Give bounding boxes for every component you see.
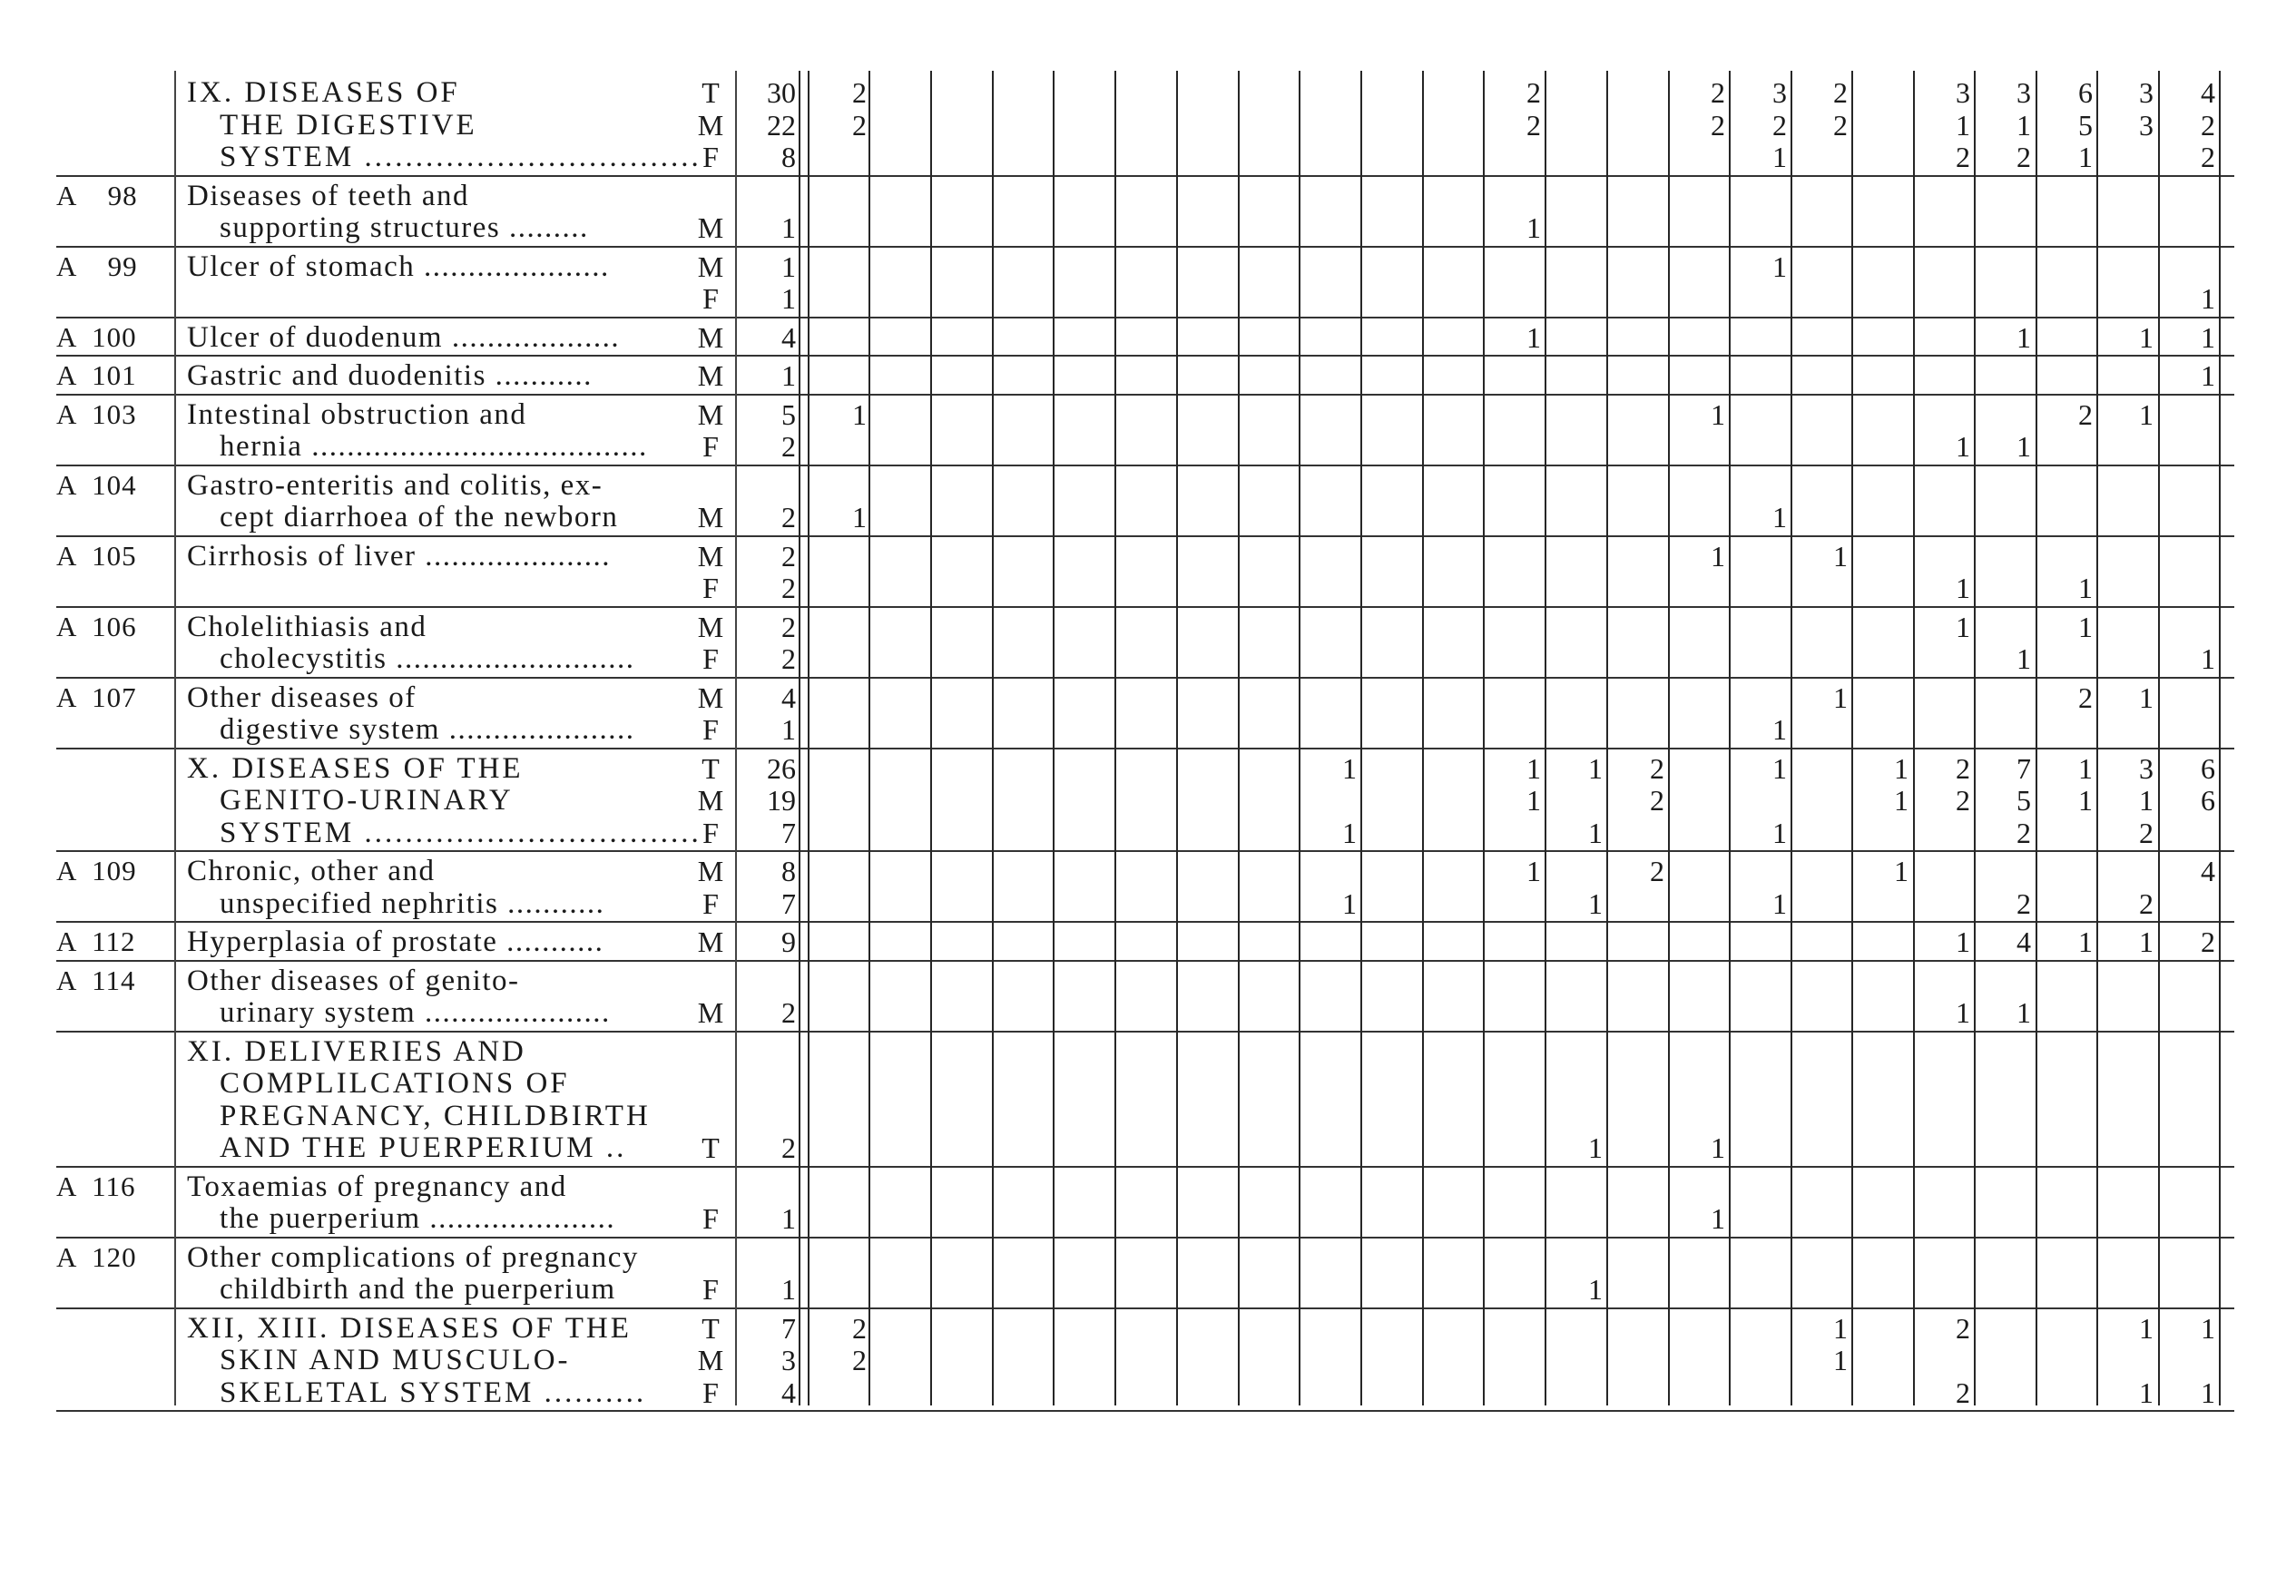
sex-indicator: M <box>697 211 724 244</box>
sex-indicator: M <box>697 855 724 887</box>
total-count: 8 <box>781 855 796 887</box>
cause-description: Chronic, other and <box>187 855 436 887</box>
column-rule <box>2158 71 2160 1405</box>
age-group-count: 2 <box>1833 108 1848 142</box>
sex-indicator: F <box>702 1202 719 1235</box>
age-group-count: 2 <box>1772 108 1787 142</box>
column-rule <box>799 71 800 1405</box>
age-group-count: 1 <box>2016 320 2031 354</box>
age-group-count: 1 <box>2201 282 2215 315</box>
age-group-count: 2 <box>2201 141 2215 173</box>
total-count: 1 <box>781 359 796 392</box>
column-rule <box>2219 71 2221 1405</box>
cause-description: cept diarrhoea of the newborn <box>220 501 619 534</box>
row-rule <box>56 1166 2234 1168</box>
cause-code: A 109 <box>56 855 137 886</box>
column-rule <box>1668 71 1670 1405</box>
age-group-count: 2 <box>1956 1311 1970 1345</box>
cause-description: digestive system ..................... <box>220 713 635 746</box>
cause-description: unspecified nephritis ........... <box>220 886 605 920</box>
sex-indicator: M <box>697 610 724 643</box>
sex-indicator: F <box>702 1376 719 1409</box>
row-rule <box>56 246 2234 248</box>
sex-indicator: F <box>702 141 719 173</box>
total-count: 7 <box>781 886 796 920</box>
age-group-count: 3 <box>1772 76 1787 109</box>
age-group-count: 2 <box>852 1311 867 1345</box>
age-group-count: 1 <box>1526 784 1541 817</box>
row-rule <box>56 921 2234 923</box>
age-group-count: 2 <box>2016 886 2031 920</box>
age-group-count: 1 <box>1956 610 1970 643</box>
section-heading: THE DIGESTIVE <box>220 108 477 142</box>
age-group-count: 2 <box>2201 925 2215 958</box>
row-rule <box>56 850 2234 852</box>
age-group-count: 2 <box>2139 886 2154 920</box>
column-rule <box>1606 71 1608 1405</box>
cause-description: childbirth and the puerperium <box>220 1273 616 1306</box>
sex-indicator: F <box>702 430 719 463</box>
cause-description: Toxaemias of pregnancy and <box>187 1170 567 1203</box>
age-group-count: 1 <box>1772 141 1787 173</box>
cause-description: supporting structures ......... <box>220 211 589 244</box>
sex-indicator: M <box>697 320 724 354</box>
age-group-count: 1 <box>2139 397 2154 431</box>
column-rule <box>1974 71 1976 1405</box>
total-count: 1 <box>781 1202 796 1235</box>
age-group-count: 1 <box>1526 751 1541 785</box>
age-group-count: 3 <box>2139 751 2154 785</box>
total-count: 2 <box>781 501 796 534</box>
description-column-rule <box>174 71 176 1405</box>
sex-indicator: T <box>702 1131 720 1164</box>
age-group-count: 2 <box>2139 816 2154 849</box>
column-rule <box>1791 71 1792 1405</box>
total-count: 2 <box>781 430 796 463</box>
cause-code: A 104 <box>56 468 137 501</box>
age-group-count: 1 <box>2078 751 2093 785</box>
age-group-count: 2 <box>1956 751 1970 785</box>
cause-description: Other complications of pregnancy <box>187 1240 639 1274</box>
column-rule <box>1238 71 1240 1405</box>
age-group-count: 1 <box>2139 925 2154 958</box>
row-rule <box>56 606 2234 608</box>
row-rule <box>56 1031 2234 1033</box>
sex-column-rule <box>735 71 737 1405</box>
sex-indicator: M <box>697 108 724 142</box>
age-group-count: 2 <box>2078 397 2093 431</box>
row-rule <box>56 748 2234 749</box>
sex-indicator: M <box>697 784 724 817</box>
age-group-count: 2 <box>1650 855 1664 887</box>
column-rule <box>2096 71 2098 1405</box>
sex-indicator: T <box>702 751 720 785</box>
age-group-count: 1 <box>1833 1311 1848 1345</box>
age-group-count: 1 <box>1526 855 1541 887</box>
total-count: 30 <box>767 76 796 109</box>
total-count: 7 <box>781 816 796 849</box>
column-rule <box>930 71 932 1405</box>
age-group-count: 1 <box>1526 320 1541 354</box>
age-group-count: 1 <box>2078 784 2093 817</box>
row-rule <box>56 317 2234 318</box>
sex-indicator: M <box>697 925 724 958</box>
age-group-count: 1 <box>1342 751 1357 785</box>
row-rule <box>56 394 2234 396</box>
total-count: 22 <box>767 108 796 142</box>
cause-description: Cirrhosis of liver ..................... <box>187 539 611 573</box>
row-rule <box>56 960 2234 962</box>
column-rule <box>1299 71 1300 1405</box>
total-count: 2 <box>781 1131 796 1164</box>
cause-code: A 106 <box>56 610 137 642</box>
age-group-count: 2 <box>1956 1376 1970 1409</box>
age-group-count: 1 <box>2139 1311 2154 1345</box>
age-group-count: 1 <box>1711 397 1725 431</box>
column-rule <box>992 71 994 1405</box>
section-heading: XII, XIII. DISEASES OF THE <box>187 1311 632 1345</box>
row-rule <box>56 1237 2234 1239</box>
total-count: 4 <box>781 681 796 714</box>
cause-code: A 101 <box>56 359 137 391</box>
total-count: 2 <box>781 610 796 643</box>
cause-code: A 116 <box>56 1170 136 1202</box>
cause-code: A 98 <box>56 179 138 211</box>
sex-indicator: M <box>697 501 724 534</box>
row-rule <box>56 677 2234 679</box>
age-group-count: 1 <box>1588 886 1603 920</box>
column-rule <box>1483 71 1485 1405</box>
age-group-count: 1 <box>2139 784 2154 817</box>
age-group-count: 3 <box>1956 76 1970 109</box>
cause-description: urinary system ..................... <box>220 996 611 1029</box>
sex-indicator: M <box>697 359 724 392</box>
age-group-count: 3 <box>2016 76 2031 109</box>
age-group-count: 1 <box>1588 1131 1603 1164</box>
age-group-count: 5 <box>2016 784 2031 817</box>
cause-code: A 112 <box>56 925 136 957</box>
total-count: 1 <box>781 250 796 283</box>
total-count: 1 <box>781 211 796 244</box>
age-group-count: 1 <box>1772 713 1787 746</box>
age-group-count: 2 <box>2078 681 2093 714</box>
sex-indicator: F <box>702 642 719 675</box>
total-count: 2 <box>781 572 796 604</box>
sex-indicator: T <box>702 76 720 109</box>
total-count: 1 <box>781 282 796 315</box>
cause-description: Other diseases of genito- <box>187 964 520 997</box>
age-group-count: 1 <box>1588 751 1603 785</box>
age-group-count: 1 <box>2139 320 2154 354</box>
age-group-count: 1 <box>1833 681 1848 714</box>
column-rule <box>1851 71 1853 1405</box>
age-group-count: 3 <box>2139 76 2154 109</box>
total-count: 1 <box>781 1273 796 1306</box>
age-group-count: 2 <box>2016 141 2031 173</box>
cause-description: Gastro-enteritis and colitis, ex- <box>187 468 603 502</box>
age-group-count: 1 <box>1342 816 1357 849</box>
age-group-count: 1 <box>2078 925 2093 958</box>
sex-indicator: M <box>697 397 724 431</box>
section-heading: XI. DELIVERIES AND <box>187 1034 526 1068</box>
column-rule <box>1114 71 1116 1405</box>
cause-description: Diseases of teeth and <box>187 179 469 212</box>
section-heading: AND THE PUERPERIUM .. <box>220 1131 627 1164</box>
age-group-count: 2 <box>1956 784 1970 817</box>
cause-code: A 105 <box>56 539 137 572</box>
sex-indicator: F <box>702 816 719 849</box>
sex-indicator: M <box>697 1344 724 1376</box>
age-group-count: 7 <box>2016 751 2031 785</box>
cause-code: A 100 <box>56 320 137 353</box>
total-count: 2 <box>781 539 796 573</box>
age-group-count: 4 <box>2016 925 2031 958</box>
age-group-count: 1 <box>1711 1131 1725 1164</box>
total-count: 2 <box>781 642 796 675</box>
cause-description: Hyperplasia of prostate ........... <box>187 925 604 958</box>
sex-indicator: F <box>702 282 719 315</box>
age-group-count: 1 <box>2078 572 2093 604</box>
cause-code: A 114 <box>56 964 136 996</box>
sex-indicator: T <box>702 1311 720 1345</box>
total-count: 7 <box>781 1311 796 1345</box>
age-group-count: 1 <box>2016 108 2031 142</box>
sex-indicator: F <box>702 1273 719 1306</box>
row-rule <box>56 355 2234 357</box>
age-group-count: 1 <box>852 501 867 534</box>
age-group-count: 2 <box>1711 108 1725 142</box>
age-group-count: 2 <box>1956 141 1970 173</box>
column-rule <box>1422 71 1424 1405</box>
sex-indicator: F <box>702 713 719 746</box>
section-heading: GENITO-URINARY <box>220 784 514 817</box>
total-count: 9 <box>781 925 796 958</box>
age-group-count: 1 <box>1956 430 1970 463</box>
total-count: 2 <box>781 996 796 1029</box>
total-count: 1 <box>781 713 796 746</box>
age-group-count: 2 <box>1650 784 1664 817</box>
age-group-count: 1 <box>1526 211 1541 244</box>
age-group-count: 1 <box>1772 886 1787 920</box>
column-rule <box>808 71 809 1405</box>
sex-indicator: M <box>697 539 724 573</box>
age-group-count: 1 <box>2078 610 2093 643</box>
age-group-count: 1 <box>1772 501 1787 534</box>
age-group-count: 4 <box>2201 855 2215 887</box>
cause-code: A 120 <box>56 1240 137 1273</box>
row-rule <box>56 465 2234 466</box>
age-group-count: 1 <box>2078 141 2093 173</box>
age-group-count: 1 <box>1894 784 1908 817</box>
sex-indicator: F <box>702 572 719 604</box>
age-group-count: 1 <box>1956 572 1970 604</box>
cause-description: Ulcer of duodenum ................... <box>187 320 621 354</box>
section-heading: X. DISEASES OF THE <box>187 751 524 785</box>
total-count: 26 <box>767 751 796 785</box>
age-group-count: 1 <box>2201 1376 2215 1409</box>
section-heading: PREGNANCY, CHILDBIRTH <box>220 1099 651 1132</box>
column-rule <box>1360 71 1362 1405</box>
total-count: 4 <box>781 1376 796 1409</box>
age-group-count: 2 <box>852 1344 867 1376</box>
total-count: 5 <box>781 397 796 431</box>
section-heading: SKELETAL SYSTEM .......... <box>220 1376 647 1409</box>
age-group-count: 1 <box>2201 359 2215 392</box>
age-group-count: 1 <box>2201 320 2215 354</box>
age-group-count: 2 <box>1711 76 1725 109</box>
section-heading: COMPLILCATIONS OF <box>220 1067 570 1100</box>
age-group-count: 1 <box>852 397 867 431</box>
row-rule <box>56 535 2234 537</box>
cause-description: the puerperium ..................... <box>220 1202 616 1235</box>
cause-code: A 107 <box>56 681 137 713</box>
section-heading: IX. DISEASES OF <box>187 76 460 109</box>
age-group-count: 1 <box>2201 642 2215 675</box>
cause-description: Ulcer of stomach ..................... <box>187 250 610 283</box>
age-group-count: 2 <box>1833 76 1848 109</box>
total-count: 4 <box>781 320 796 354</box>
age-group-count: 1 <box>2016 430 2031 463</box>
age-group-count: 2 <box>1526 76 1541 109</box>
age-group-count: 1 <box>1711 1202 1725 1235</box>
age-group-count: 6 <box>2201 751 2215 785</box>
age-group-count: 3 <box>2139 108 2154 142</box>
age-group-count: 1 <box>1711 539 1725 573</box>
row-rule <box>56 175 2234 177</box>
sex-indicator: F <box>702 886 719 920</box>
cause-description: Intestinal obstruction and <box>187 397 527 431</box>
age-group-count: 4 <box>2201 76 2215 109</box>
age-group-count: 1 <box>2016 996 2031 1029</box>
age-group-count: 2 <box>2201 108 2215 142</box>
age-group-count: 2 <box>1526 108 1541 142</box>
row-rule <box>56 1410 2234 1412</box>
age-group-count: 1 <box>1588 1273 1603 1306</box>
cause-description: Other diseases of <box>187 681 417 714</box>
sex-indicator: M <box>697 996 724 1029</box>
age-group-count: 1 <box>1894 751 1908 785</box>
total-count: 3 <box>781 1344 796 1376</box>
section-heading: SYSTEM ................................. <box>220 141 702 173</box>
total-count: 19 <box>767 784 796 817</box>
age-group-count: 2 <box>1650 751 1664 785</box>
age-group-count: 1 <box>1772 816 1787 849</box>
age-group-count: 1 <box>1588 816 1603 849</box>
column-rule <box>868 71 870 1405</box>
age-group-count: 1 <box>1772 751 1787 785</box>
age-group-count: 2 <box>852 108 867 142</box>
age-group-count: 1 <box>2139 1376 2154 1409</box>
cause-description: hernia ...................................... <box>220 430 648 463</box>
age-group-count: 1 <box>1894 855 1908 887</box>
sex-indicator: M <box>697 250 724 283</box>
age-group-count: 2 <box>2016 816 2031 849</box>
cause-description: Gastric and duodenitis ........... <box>187 359 593 392</box>
row-rule <box>56 1307 2234 1309</box>
age-group-count: 6 <box>2078 76 2093 109</box>
column-rule <box>1545 71 1546 1405</box>
cause-description: cholecystitis ........................... <box>220 642 635 675</box>
age-group-count: 5 <box>2078 108 2093 142</box>
age-group-count: 1 <box>1342 886 1357 920</box>
age-group-count: 6 <box>2201 784 2215 817</box>
age-group-count: 1 <box>1956 108 1970 142</box>
cause-code: A 103 <box>56 397 137 430</box>
age-group-count: 1 <box>2139 681 2154 714</box>
age-group-count: 1 <box>1833 539 1848 573</box>
column-rule <box>1913 71 1915 1405</box>
column-rule <box>2036 71 2037 1405</box>
column-rule <box>1729 71 1731 1405</box>
cause-description: Cholelithiasis and <box>187 610 427 643</box>
age-group-count: 1 <box>1833 1344 1848 1376</box>
total-count: 8 <box>781 141 796 173</box>
age-group-count: 1 <box>1956 996 1970 1029</box>
section-heading: SYSTEM ................................. <box>220 816 702 849</box>
column-rule <box>1176 71 1178 1405</box>
age-group-count: 1 <box>2201 1311 2215 1345</box>
cause-code: A 99 <box>56 250 138 282</box>
sex-indicator: M <box>697 681 724 714</box>
age-group-count: 1 <box>2016 642 2031 675</box>
age-group-count: 1 <box>1956 925 1970 958</box>
section-heading: SKIN AND MUSCULO- <box>220 1344 571 1376</box>
column-rule <box>1053 71 1055 1405</box>
age-group-count: 2 <box>852 76 867 109</box>
age-group-count: 1 <box>1772 250 1787 283</box>
